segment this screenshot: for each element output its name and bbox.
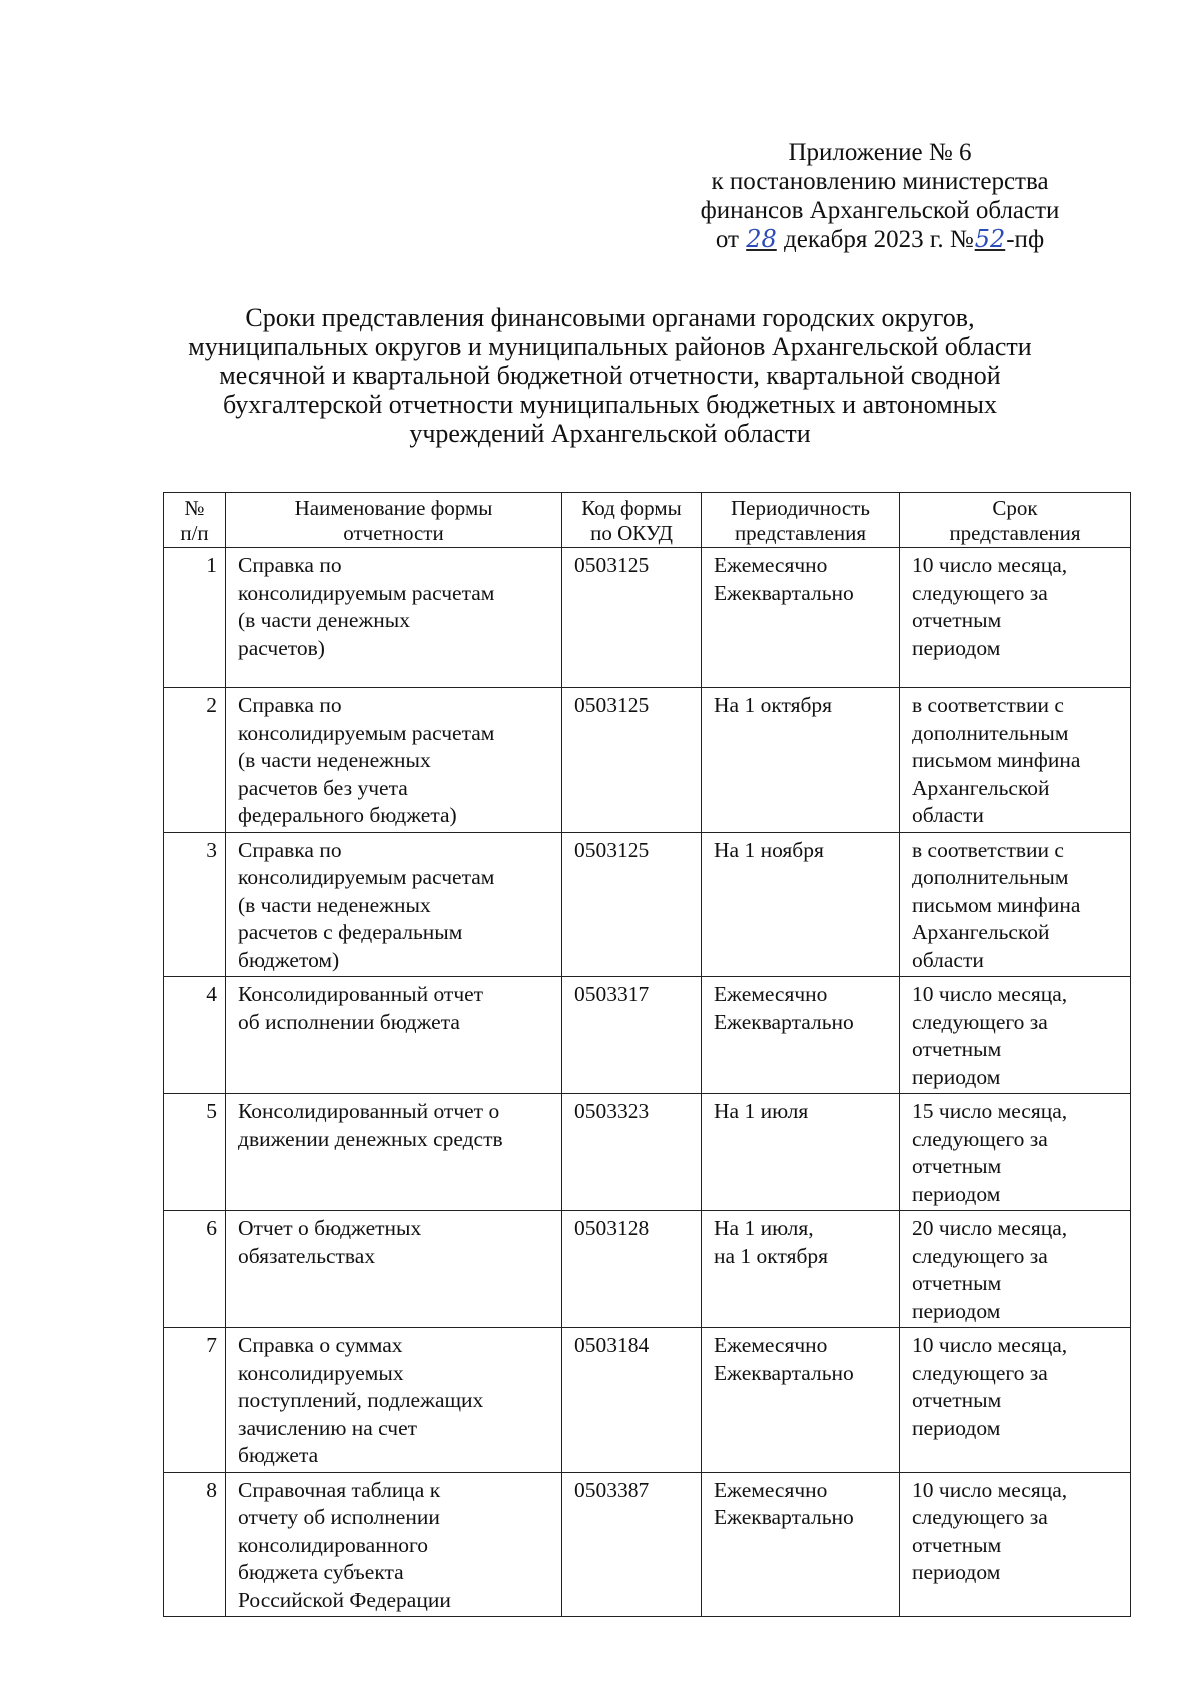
cell-line: в соответствии с xyxy=(912,693,1064,717)
cell-line: бюджета xyxy=(238,1443,319,1467)
table-row xyxy=(164,688,1131,833)
header-line: Срок xyxy=(992,496,1038,520)
cell-form-name xyxy=(226,1211,562,1328)
cell-line: движении денежных средств xyxy=(238,1126,503,1151)
cell-line: области xyxy=(912,947,984,972)
cell-line: отчетным xyxy=(912,1154,1002,1178)
cell-line: 10 число месяца, xyxy=(912,1333,1068,1357)
cell-periodicity xyxy=(702,977,900,1094)
appendix-line: к постановлению министерства xyxy=(711,168,1049,195)
title-line: муниципальных округов и муниципальных районов Архангельской области xyxy=(188,332,1032,361)
cell-line: Ежемесячно xyxy=(714,1477,828,1502)
cell-form-name xyxy=(226,688,562,833)
cell-line: периодом xyxy=(912,1560,1001,1584)
header-line: по ОКУД xyxy=(590,521,673,545)
cell-line: Ежеквартально xyxy=(714,580,854,605)
table-row xyxy=(164,1094,1131,1211)
cell-line: консолидируемых xyxy=(238,1360,404,1385)
cell-line: (в части денежных xyxy=(238,608,410,632)
cell-line: На 1 июля xyxy=(714,1099,809,1123)
cell-line: об исполнении бюджета xyxy=(238,1009,460,1034)
cell-num: 3 xyxy=(164,832,226,977)
header-line: представления xyxy=(734,521,867,545)
table-header-row xyxy=(164,493,1131,548)
cell-line: консолидированного xyxy=(238,1532,429,1557)
cell-deadline xyxy=(900,548,1131,688)
cell-line: На 1 ноября xyxy=(714,837,824,862)
appendix-line: финансов Архангельской области xyxy=(700,197,1060,224)
cell-form-name xyxy=(226,977,562,1094)
table-row xyxy=(164,1472,1131,1617)
cell-line: обязательствах xyxy=(238,1243,376,1268)
cell-line: консолидируемым расчетам xyxy=(238,720,495,745)
cell-line: Архангельской xyxy=(912,775,1050,800)
date-middle: декабря 2023 г. № xyxy=(784,226,974,253)
table-row xyxy=(164,832,1131,977)
cell-line: следующего за xyxy=(912,1243,1048,1268)
cell-okud-code: 0503323 xyxy=(562,1094,702,1211)
cell-deadline xyxy=(900,832,1131,977)
header-period xyxy=(702,493,900,548)
cell-num: 8 xyxy=(164,1472,226,1617)
cell-form-name xyxy=(226,832,562,977)
cell-periodicity xyxy=(702,1328,900,1473)
cell-line: Справка по xyxy=(238,553,342,577)
header-line: Наименование формы xyxy=(294,496,493,520)
cell-line: отчетным xyxy=(912,1037,1002,1061)
cell-line: Справочная таблица к xyxy=(238,1477,441,1502)
cell-line: следующего за xyxy=(912,1126,1048,1151)
cell-form-name xyxy=(226,1472,562,1617)
cell-line: области xyxy=(912,803,984,827)
header-name xyxy=(226,493,562,548)
cell-line: Ежеквартально xyxy=(714,1009,854,1034)
cell-line: на 1 октября xyxy=(714,1243,829,1268)
header-line: № xyxy=(184,496,205,520)
cell-line: периодом xyxy=(912,1415,1001,1440)
header-line: отчетности xyxy=(343,521,444,545)
cell-line: периодом xyxy=(912,1064,1001,1089)
cell-line: бюджета субъекта xyxy=(238,1560,404,1584)
cell-line: 20 число месяца, xyxy=(912,1216,1068,1240)
cell-line: отчету об исполнении xyxy=(238,1505,440,1529)
cell-periodicity xyxy=(702,1094,900,1211)
cell-num: 6 xyxy=(164,1211,226,1328)
cell-line: отчетным xyxy=(912,608,1002,632)
title-line: Сроки представления финансовыми органами городских округов, xyxy=(245,303,975,332)
cell-num: 2 xyxy=(164,688,226,833)
cell-deadline xyxy=(900,1094,1131,1211)
cell-line: расчетов) xyxy=(238,635,325,660)
cell-num: 5 xyxy=(164,1094,226,1211)
handwritten-doc-number: 52 xyxy=(974,225,1006,253)
cell-line: (в части неденежных xyxy=(238,748,431,772)
cell-okud-code: 0503125 xyxy=(562,688,702,833)
cell-line: Ежеквартально xyxy=(714,1505,854,1529)
cell-line: Справка о суммах xyxy=(238,1333,403,1357)
title-line: бухгалтерской отчетности муниципальных бюджетных и автономных xyxy=(222,390,998,419)
title-line: учреждений Архангельской области xyxy=(409,419,811,448)
cell-line: поступлений, подлежащих xyxy=(238,1388,484,1412)
header-line: представления xyxy=(949,521,1081,545)
cell-line: федерального бюджета) xyxy=(238,803,457,827)
cell-line: Ежемесячно xyxy=(714,1333,828,1357)
cell-form-name xyxy=(226,548,562,688)
header-line: Периодичность xyxy=(731,496,870,520)
cell-line: На 1 октября xyxy=(714,693,833,717)
title-line: месячной и квартальной бюджетной отчетности, квартальной сводной xyxy=(219,361,1001,390)
cell-line: Ежемесячно xyxy=(714,982,828,1006)
appendix-line: Приложение № 6 xyxy=(788,139,972,166)
cell-line: следующего за xyxy=(912,1360,1048,1385)
cell-line: дополнительным xyxy=(912,865,1069,889)
cell-okud-code: 0503125 xyxy=(562,548,702,688)
cell-periodicity xyxy=(702,832,900,977)
cell-deadline xyxy=(900,1211,1131,1328)
table-row xyxy=(164,548,1131,688)
table-row xyxy=(164,1211,1131,1328)
cell-line: Справка по xyxy=(238,837,342,862)
cell-form-name xyxy=(226,1328,562,1473)
cell-line: 10 число месяца, xyxy=(912,553,1068,577)
cell-periodicity xyxy=(702,548,900,688)
cell-line: следующего за xyxy=(912,580,1048,605)
cell-line: (в части неденежных xyxy=(238,892,431,917)
header-term xyxy=(900,493,1131,548)
cell-line: дополнительным xyxy=(912,720,1069,745)
cell-line: периодом xyxy=(912,1298,1001,1323)
cell-num: 4 xyxy=(164,977,226,1094)
reporting-table xyxy=(163,492,1131,1617)
cell-okud-code: 0503184 xyxy=(562,1328,702,1473)
cell-okud-code: 0503125 xyxy=(562,832,702,977)
cell-line: Ежеквартально xyxy=(714,1360,854,1385)
cell-deadline xyxy=(900,1472,1131,1617)
cell-line: зачислению на счет xyxy=(238,1415,418,1440)
cell-line: расчетов без учета xyxy=(238,775,408,800)
cell-line: консолидируемым расчетам xyxy=(238,580,495,605)
cell-periodicity xyxy=(702,1211,900,1328)
cell-line: Российской Федерации xyxy=(238,1587,451,1612)
cell-line: Справка по xyxy=(238,693,342,717)
header-num xyxy=(164,493,226,548)
handwritten-day: 28 xyxy=(746,225,777,253)
appendix-header xyxy=(650,138,1110,254)
cell-line: 10 число месяца, xyxy=(912,982,1068,1006)
table-body xyxy=(164,548,1131,1617)
header-line: Код формы xyxy=(581,496,682,520)
cell-num: 1 xyxy=(164,548,226,688)
date-suffix: -пф xyxy=(1006,226,1045,253)
cell-line: Консолидированный отчет о xyxy=(238,1099,500,1123)
cell-deadline xyxy=(900,1328,1131,1473)
cell-line: письмом минфина xyxy=(912,748,1081,772)
cell-line: бюджетом) xyxy=(238,947,340,972)
header-line: п/п xyxy=(180,521,209,545)
cell-periodicity xyxy=(702,1472,900,1617)
cell-line: расчетов с федеральным xyxy=(238,920,463,944)
cell-form-name xyxy=(226,1094,562,1211)
cell-line: Архангельской xyxy=(912,920,1050,944)
cell-okud-code: 0503387 xyxy=(562,1472,702,1617)
cell-periodicity xyxy=(702,688,900,833)
cell-okud-code: 0503317 xyxy=(562,977,702,1094)
cell-line: Консолидированный отчет xyxy=(238,982,484,1006)
appendix-date-line xyxy=(650,225,1110,254)
cell-deadline xyxy=(900,977,1131,1094)
cell-line: Отчет о бюджетных xyxy=(238,1216,422,1240)
cell-line: отчетным xyxy=(912,1388,1002,1412)
cell-line: На 1 июля, xyxy=(714,1216,814,1240)
table-row xyxy=(164,977,1131,1094)
cell-line: 10 число месяца, xyxy=(912,1477,1068,1502)
header-code xyxy=(562,493,702,548)
cell-line: отчетным xyxy=(912,1271,1002,1295)
cell-line: периодом xyxy=(912,1181,1001,1206)
cell-line: Ежемесячно xyxy=(714,553,828,577)
cell-line: консолидируемым расчетам xyxy=(238,865,495,889)
date-prefix: от xyxy=(715,226,739,253)
document-title xyxy=(130,303,1090,448)
cell-deadline xyxy=(900,688,1131,833)
cell-line: письмом минфина xyxy=(912,892,1081,917)
cell-okud-code: 0503128 xyxy=(562,1211,702,1328)
cell-num: 7 xyxy=(164,1328,226,1473)
cell-line: отчетным xyxy=(912,1532,1002,1557)
cell-line: в соответствии с xyxy=(912,837,1064,862)
cell-line: следующего за xyxy=(912,1505,1048,1529)
cell-line: периодом xyxy=(912,635,1001,660)
cell-line: 15 число месяца, xyxy=(912,1099,1068,1123)
cell-line: следующего за xyxy=(912,1009,1048,1034)
table-row xyxy=(164,1328,1131,1473)
